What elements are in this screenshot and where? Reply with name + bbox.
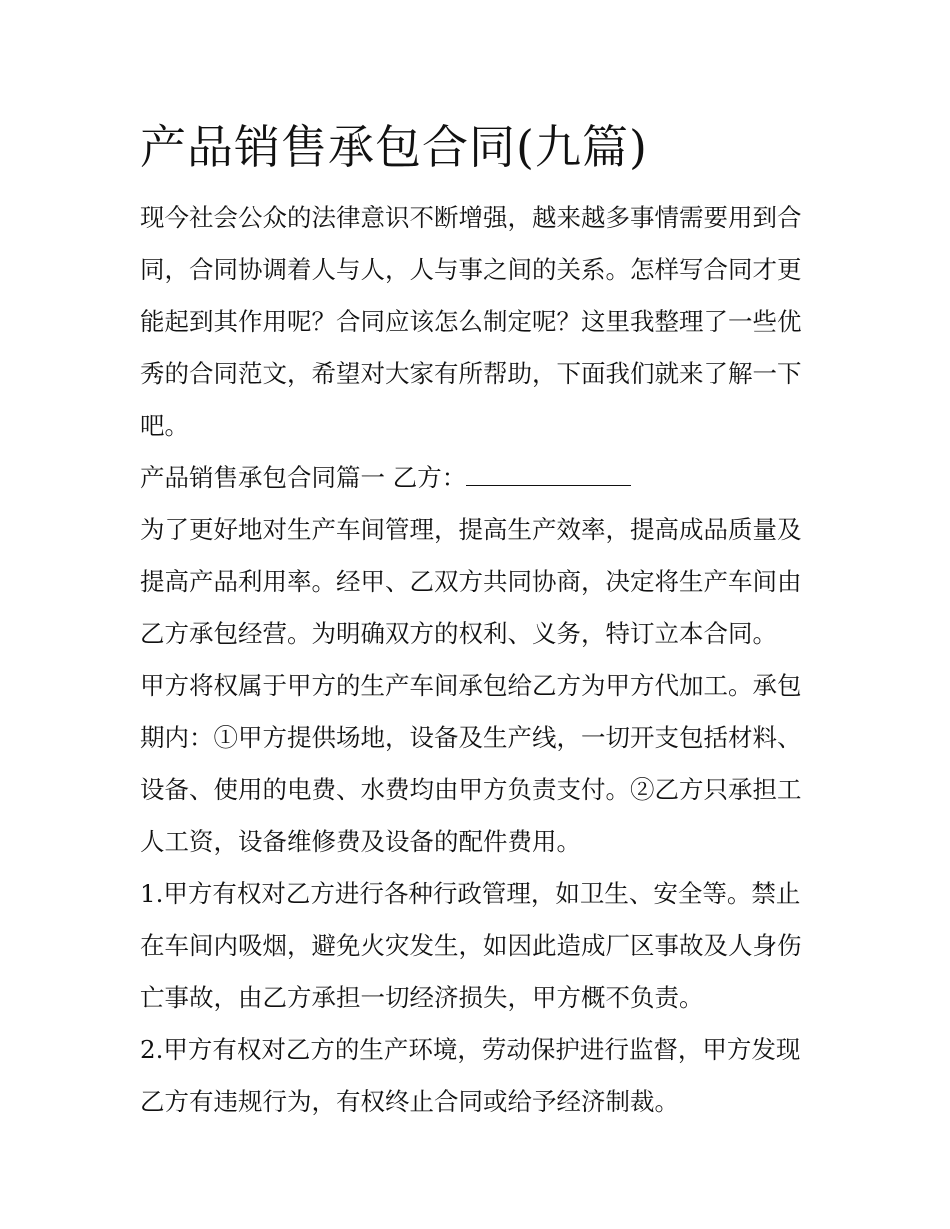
section-heading: 产品销售承包合同篇一 乙方： xyxy=(140,463,467,492)
clause-1-paragraph: 1.甲方有权对乙方进行各种行政管理，如卫生、安全等。禁止在车间内吸烟，避免火灾发生，如因此造成厂区事故及人身伤亡事故，由乙方承担一切经济损失，甲方概不负责。 xyxy=(140,879,802,1012)
purpose-paragraph: 为了更好地对生产车间管理，提高生产效率，提高成品质量及提高产品利用率。经甲、乙双方共同协商，决定将生产车间由乙方承包经营。为明确双方的权利、义务，特订立本合同。 xyxy=(140,515,802,648)
intro-paragraph: 现今社会公众的法律意识不断增强，越来越多事情需要用到合同，合同协调着人与人，人与事之间的关系。怎样写合同才更能起到其作用呢？合同应该怎么制定呢？这里我整理了一些优秀的合同范文，希望对大家有所帮助，下面我们就来了解一下吧。 xyxy=(140,203,802,440)
document-title: 产品销售承包合同(九篇) xyxy=(140,120,648,174)
party-b-blank-field xyxy=(466,459,631,486)
scope-paragraph: 甲方将权属于甲方的生产车间承包给乙方为甲方代加工。承包期内：①甲方提供场地，设备及生产线，一切开支包括材料、设备、使用的电费、水费均由甲方负责支付。②乙方只承担工人工资，设备维修费及设备的配件费用。 xyxy=(140,671,802,856)
section-heading-line xyxy=(140,452,815,504)
document-page xyxy=(140,116,815,1128)
clause-2-paragraph: 2.甲方有权对乙方的生产环境，劳动保护进行监督，甲方发现乙方有违规行为，有权终止合同或给予经济制裁。 xyxy=(140,1035,801,1116)
